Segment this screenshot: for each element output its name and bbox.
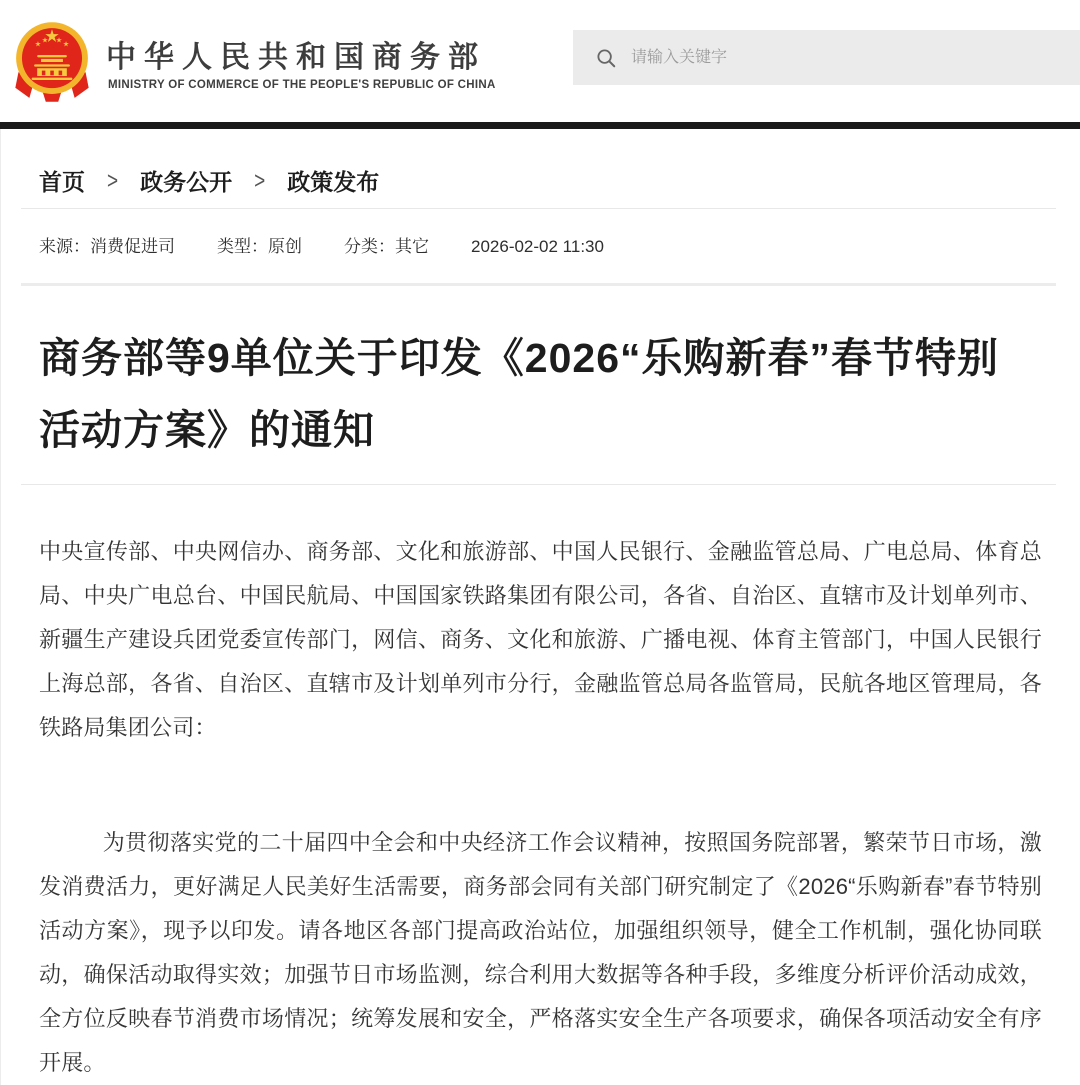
- article-title: 商务部等9单位关于印发《2026“乐购新春”春节特别活动方案》的通知: [39, 335, 1000, 453]
- breadcrumb-item-home[interactable]: 首页: [39, 169, 85, 195]
- article-paragraph-main: 为贯彻落实党的二十届四中全会和中央经济工作会议精神，按照国务院部署，繁荣节日市场，激发消费活力，更好满足人民美好生活需要，商务部会同有关部门研究制定了《2026“乐购新春”春节特别活动方案》，现予以印发。请各地区各部门提高政治站位，加强组织领导，健全工作机制，强化协同联动，确保活动取得实效；加强节日市场监测，综合利用大数据等各种手段，多维度分析评价活动成效，全方位反映春节消费市场情况；统筹发展和安全，严格落实安全生产各项要求，确保各项活动安全有序开展。: [39, 830, 1042, 1075]
- breadcrumb-item-gov-info[interactable]: 政务公开: [140, 169, 233, 195]
- search-box[interactable]: [573, 30, 1080, 85]
- divider: [21, 484, 1056, 485]
- breadcrumb-item-policy-release[interactable]: 政策发布: [287, 169, 380, 195]
- divider: [21, 208, 1056, 209]
- article-body: [39, 530, 1042, 1085]
- meta-type: 类型：原创: [217, 237, 302, 256]
- site-title: 中华人民共和国商务部: [106, 41, 486, 74]
- search-icon: [595, 47, 617, 69]
- meta-source: 来源：消费促进司: [39, 237, 175, 256]
- chevron-right-icon: >: [254, 168, 266, 195]
- header-divider-bar: [0, 122, 1080, 129]
- meta-category: 分类：其它: [344, 237, 429, 256]
- search-input[interactable]: [617, 30, 1080, 85]
- national-emblem-icon: [13, 15, 91, 109]
- divider: [21, 283, 1056, 286]
- article-meta: [39, 235, 1042, 259]
- site-subtitle: MINISTRY OF COMMERCE OF THE PEOPLE'S REPUBLIC OF CHINA: [108, 79, 496, 91]
- site-header: [0, 0, 1080, 122]
- chevron-right-icon: >: [107, 168, 119, 195]
- article-page: [0, 129, 1080, 1085]
- breadcrumb: [39, 129, 1042, 196]
- article-paragraph-recipients: 中央宣传部、中央网信办、商务部、文化和旅游部、中国人民银行、金融监管总局、广电总局、体育总局、中央广电总台、中国民航局、中国国家铁路集团有限公司，各省、自治区、直辖市及计划单列市、新疆生产建设兵团党委宣传部门，网信、商务、文化和旅游、广播电视、体育主管部门，中国人民银行上海总部，各省、自治区、直辖市及计划单列市分行，金融监管总局各监管局，民航各地区管理局，各铁路局集团公司：: [39, 539, 1042, 740]
- meta-timestamp: 2026-02-02 11:30: [471, 237, 604, 256]
